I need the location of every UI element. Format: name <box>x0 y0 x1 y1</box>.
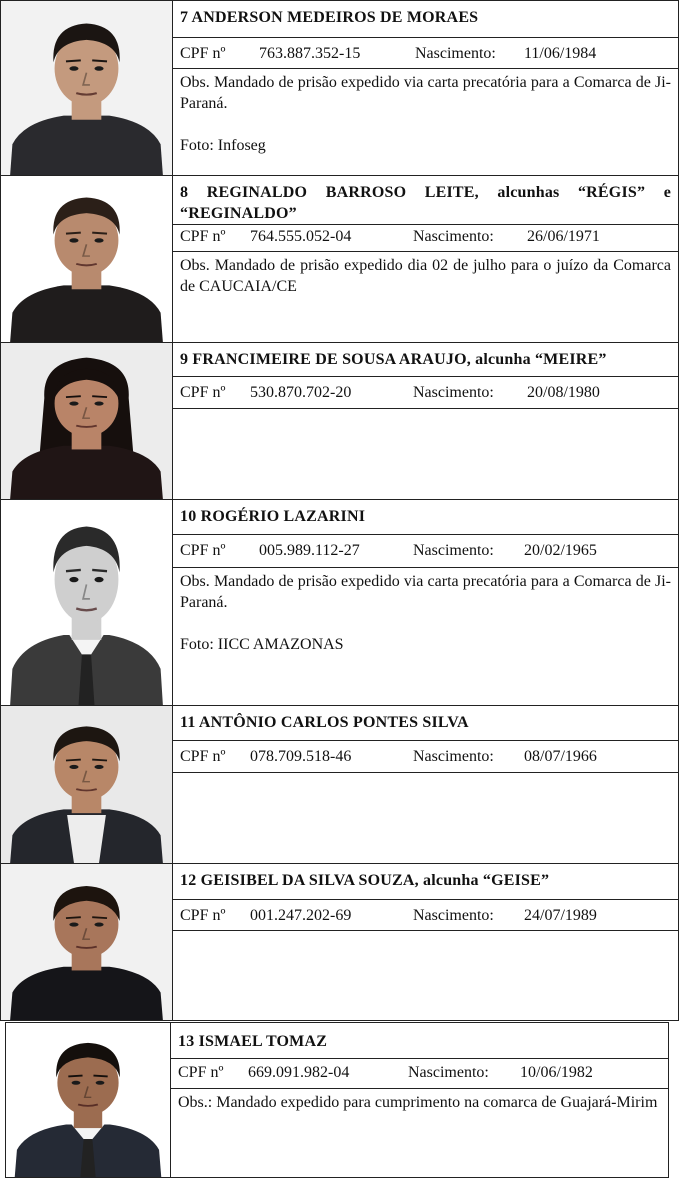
observation-block <box>172 409 678 499</box>
birth-value: 24/07/1989 <box>524 907 597 924</box>
male-portrait-photo-icon <box>1 176 172 342</box>
female-portrait-photo-icon <box>1 343 172 499</box>
suspect-record-12 <box>0 863 679 1021</box>
cpf-birth-row <box>172 535 678 568</box>
cpf-value: 669.091.982-04 <box>248 1064 350 1081</box>
suspect-name: 12 GEISIBEL DA SILVA SOUZA, alcunha “GEISE” <box>172 864 678 900</box>
male-portrait-photo-icon <box>1 500 172 705</box>
cpf-label: CPF nº <box>180 45 226 62</box>
cpf-value: 764.555.052-04 <box>250 228 352 245</box>
female-portrait-photo-icon <box>1 864 172 1020</box>
cpf-label: CPF nº <box>180 384 226 401</box>
observation-text: Obs.: Mandado expedido para cumprimento na comarca de Guajará-Mirim <box>178 1094 658 1111</box>
observation-block <box>172 69 678 175</box>
photo-source: Foto: IICC AMAZONAS <box>180 636 344 653</box>
observation-block <box>170 1089 668 1177</box>
observation-text: Obs. Mandado de prisão expedido via carta precatória para a Comarca de Ji-Paraná. <box>180 74 671 112</box>
suspect-record-13 <box>5 1022 669 1178</box>
cpf-birth-row <box>172 377 678 409</box>
suspect-name: 7 ANDERSON MEDEIROS DE MORAES <box>172 1 678 38</box>
cpf-value: 763.887.352-15 <box>259 45 361 62</box>
cpf-birth-row <box>172 38 678 69</box>
cpf-birth-row <box>172 225 678 252</box>
cpf-label: CPF nº <box>180 907 226 924</box>
suspect-photo-11 <box>1 706 173 863</box>
observation-block <box>172 773 678 863</box>
observation-text: Obs. Mandado de prisão expedido dia 02 de julho para o juízo da Comarca de CAUCAIA/CE <box>180 257 671 295</box>
cpf-label: CPF nº <box>178 1064 224 1081</box>
birth-label: Nascimento: <box>413 907 494 924</box>
observation-block <box>172 931 678 1020</box>
cpf-birth-row <box>172 900 678 931</box>
suspect-record-7 <box>0 0 679 176</box>
suspect-name: 11 ANTÔNIO CARLOS PONTES SILVA <box>172 706 678 741</box>
suspect-record-11 <box>0 705 679 864</box>
cpf-value: 078.709.518-46 <box>250 748 352 765</box>
birth-value: 20/08/1980 <box>527 384 600 401</box>
birth-value: 20/02/1965 <box>524 542 597 559</box>
suspect-photo-7 <box>1 1 173 175</box>
birth-label: Nascimento: <box>413 748 494 765</box>
birth-value: 08/07/1966 <box>524 748 597 765</box>
birth-value: 26/06/1971 <box>527 228 600 245</box>
observation-text: Obs. Mandado de prisão expedido via carta precatória para a Comarca de Ji-Paraná. <box>180 573 671 611</box>
suspect-name: 9 FRANCIMEIRE DE SOUSA ARAUJO, alcunha “MEIRE” <box>172 343 678 377</box>
suspect-record-8 <box>0 175 679 343</box>
cpf-value: 530.870.702-20 <box>250 384 352 401</box>
birth-value: 11/06/1984 <box>524 45 597 62</box>
cpf-label: CPF nº <box>180 228 226 245</box>
birth-value: 10/06/1982 <box>520 1064 593 1081</box>
suspect-photo-10 <box>1 500 173 705</box>
suspect-record-10 <box>0 499 679 706</box>
male-portrait-photo-icon <box>1 1 172 175</box>
birth-label: Nascimento: <box>413 542 494 559</box>
suspect-photo-12 <box>1 864 173 1020</box>
male-portrait-photo-icon <box>1 706 172 863</box>
male-portrait-photo-icon <box>6 1023 170 1177</box>
observation-block <box>172 252 678 342</box>
suspect-photo-9 <box>1 343 173 499</box>
cpf-label: CPF nº <box>180 748 226 765</box>
cpf-label: CPF nº <box>180 542 226 559</box>
birth-label: Nascimento: <box>408 1064 489 1081</box>
suspect-record-9 <box>0 342 679 500</box>
photo-source: Foto: Infoseg <box>180 137 266 154</box>
cpf-value: 005.989.112-27 <box>259 542 360 559</box>
suspect-name: 13 ISMAEL TOMAZ <box>170 1023 668 1059</box>
suspect-photo-8 <box>1 176 173 342</box>
suspect-name: 8 REGINALDO BARROSO LEITE, alcunhas “RÉGIS” e “REGINALDO” <box>172 176 678 225</box>
birth-label: Nascimento: <box>413 384 494 401</box>
birth-label: Nascimento: <box>415 45 496 62</box>
cpf-birth-row <box>170 1059 668 1089</box>
suspect-photo-13 <box>6 1023 171 1177</box>
observation-block <box>172 568 678 705</box>
birth-label: Nascimento: <box>413 228 494 245</box>
cpf-birth-row <box>172 741 678 773</box>
suspect-name: 10 ROGÉRIO LAZARINI <box>172 500 678 535</box>
cpf-value: 001.247.202-69 <box>250 907 352 924</box>
